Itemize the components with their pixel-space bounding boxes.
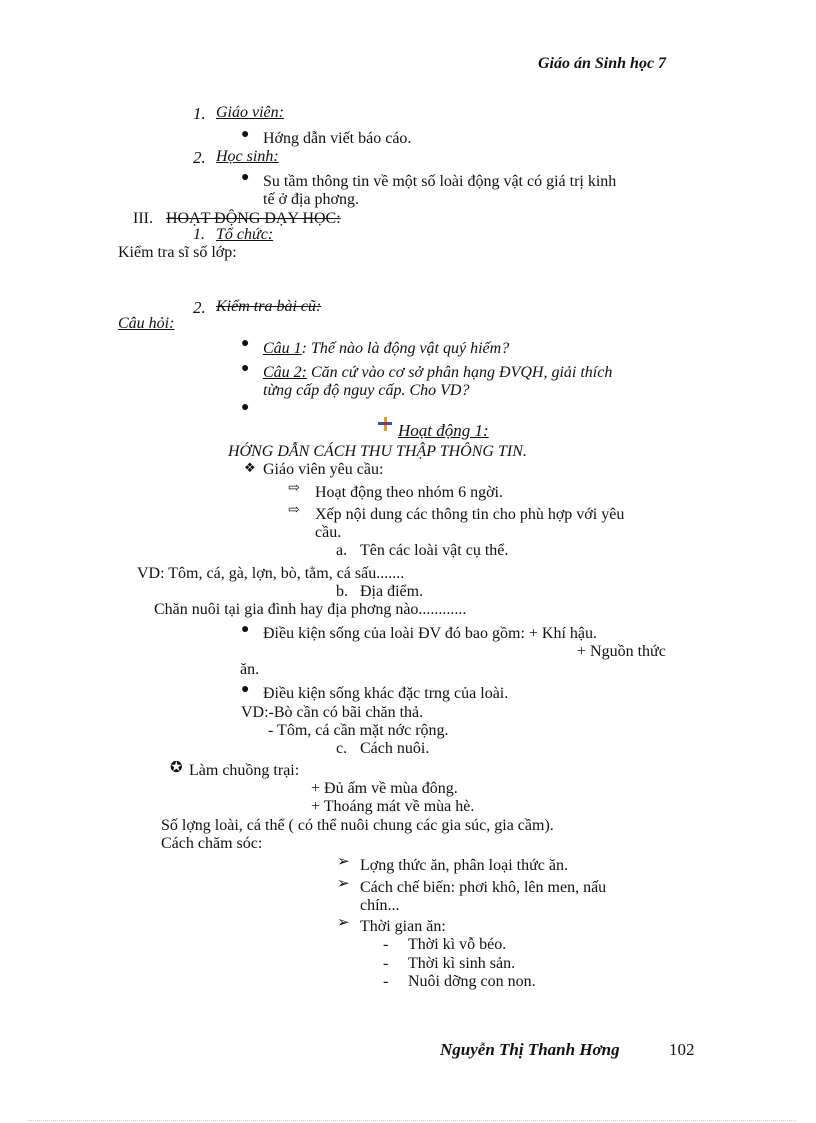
chevron-bullet-icon: ➢ — [337, 854, 350, 870]
list-item-text: Địa điểm. — [360, 583, 424, 600]
condition-text-cont: + Nguồn thức — [577, 643, 666, 660]
org-num: 1. — [193, 226, 205, 243]
activity-title: Hoạt động 1: — [398, 421, 489, 440]
care-item: Thời gian ăn: — [360, 918, 446, 935]
teacher-item: Hớng dẫn viết báo cáo. — [263, 130, 412, 147]
care-item: Lợng thức ăn, phân loại thức ăn. — [360, 857, 568, 874]
time-item: Nuôi dỡng con non. — [408, 973, 536, 990]
requirement-item-cont: cầu. — [315, 524, 342, 541]
bullet-icon: ● — [241, 682, 250, 697]
student-num: 2. — [193, 148, 206, 167]
list-item-text: Cách nuôi. — [360, 740, 430, 757]
org-text: Kiểm tra sĩ số lớp: — [118, 244, 237, 261]
time-item: Thời kì vỗ béo. — [408, 936, 507, 953]
teacher-label: Giáo viên: — [216, 104, 284, 121]
check-label: Kiểm tra bài cũ: — [216, 298, 322, 315]
barn-item: + Đủ ấm về mùa đông. — [311, 780, 458, 797]
header-title: Giáo án Sinh học 7 — [538, 55, 667, 72]
condition-text: Điều kiện sống khác đặc trng của loài. — [263, 685, 509, 702]
care-item-cont: chín... — [360, 897, 400, 914]
example-text: VD:-Bò cần có bãi chăn thả. — [241, 704, 424, 721]
section-title: HOẠT ĐỘNG DẠY HỌC: — [166, 210, 341, 227]
page-number: 102 — [669, 1040, 695, 1059]
student-item-line2: tế ở địa phơng. — [263, 191, 360, 208]
section-num: III. — [133, 210, 153, 227]
example-text: - Tôm, cá cần mặt nớc rộng. — [268, 722, 449, 739]
q1-label: Câu 1 — [263, 340, 302, 357]
bullet-icon: ● — [241, 361, 250, 376]
list-item-text: Tên các loài vật cụ thể. — [360, 542, 509, 559]
list-letter: b. — [336, 583, 348, 600]
questions-label: Câu hỏi: — [118, 315, 175, 332]
list-letter: a. — [336, 542, 348, 559]
chevron-bullet-icon: ➢ — [337, 876, 350, 892]
example-text: Chăn nuôi tại gia đình hay địa phơng nào............ — [154, 601, 467, 618]
bullet-icon: ● — [241, 400, 250, 415]
condition-text-cont: ăn. — [240, 661, 260, 678]
flower-bullet-icon: ✪ — [170, 760, 183, 776]
care-label: Cách chăm sóc: — [161, 835, 263, 852]
bullet-icon: ● — [241, 622, 250, 637]
footer-author: Nguyễn Thị Thanh Hơng — [440, 1040, 620, 1059]
arrow-icon: ⇨ — [288, 481, 300, 496]
activity-heading: HỚNG DẪN CÁCH THU THẬP THÔNG TIN. — [228, 443, 527, 460]
dash-bullet: - — [383, 936, 389, 953]
list-letter: c. — [336, 740, 348, 757]
bullet-icon: ● — [241, 170, 250, 185]
barn-label: Làm chuồng trại: — [189, 762, 300, 779]
requirement-item: Xếp nội dung các thông tin cho phù hợp với yêu — [315, 506, 625, 523]
q2-text-line1: Căn cứ vào cơ sở phân hạng ĐVQH, giải thích — [307, 364, 613, 381]
condition-text: Điều kiện sống của loài ĐV đó bao gồm: + Khí hậu. — [263, 625, 598, 642]
student-label: Học sinh: — [216, 148, 279, 165]
count-text: Số lợng loài, cá thể ( có thể nuôi chung các gia súc, gia cầm). — [161, 817, 554, 834]
teacher-num: 1. — [193, 104, 206, 123]
dash-bullet: - — [383, 955, 389, 972]
time-item: Thời kì sinh sản. — [408, 955, 516, 972]
q1-text: : Thế nào là động vật quý hiếm? — [301, 340, 510, 357]
student-item-line1: Su tầm thông tin về một số loài động vật có giá trị kinh — [263, 173, 617, 190]
dash-bullet: - — [383, 973, 389, 990]
requirement-item: Hoạt động theo nhóm 6 ngời. — [315, 484, 503, 501]
arrow-icon: ⇨ — [288, 503, 300, 518]
plus-icon — [378, 417, 392, 431]
example-text: VD: Tôm, cá, gà, lợn, bò, tằm, cá sấu....... — [137, 565, 405, 582]
q2-text-line2: từng cấp độ nguy cấp. Cho VD? — [263, 382, 470, 399]
diamond-bullet-icon: ❖ — [244, 460, 256, 475]
bullet-icon: ● — [241, 127, 250, 142]
org-label: Tổ chức: — [216, 226, 274, 243]
care-item: Cách chế biến: phơi khô, lên men, nấu — [360, 879, 607, 896]
requirement-label: Giáo viên yêu cầu: — [263, 461, 384, 478]
page-edge-divider — [28, 1120, 796, 1121]
barn-item: + Thoáng mát về mùa hè. — [311, 798, 475, 815]
check-num: 2. — [193, 298, 206, 317]
q2-label: Câu 2: — [263, 364, 307, 381]
chevron-bullet-icon: ➢ — [337, 915, 350, 931]
bullet-icon: ● — [241, 336, 250, 351]
